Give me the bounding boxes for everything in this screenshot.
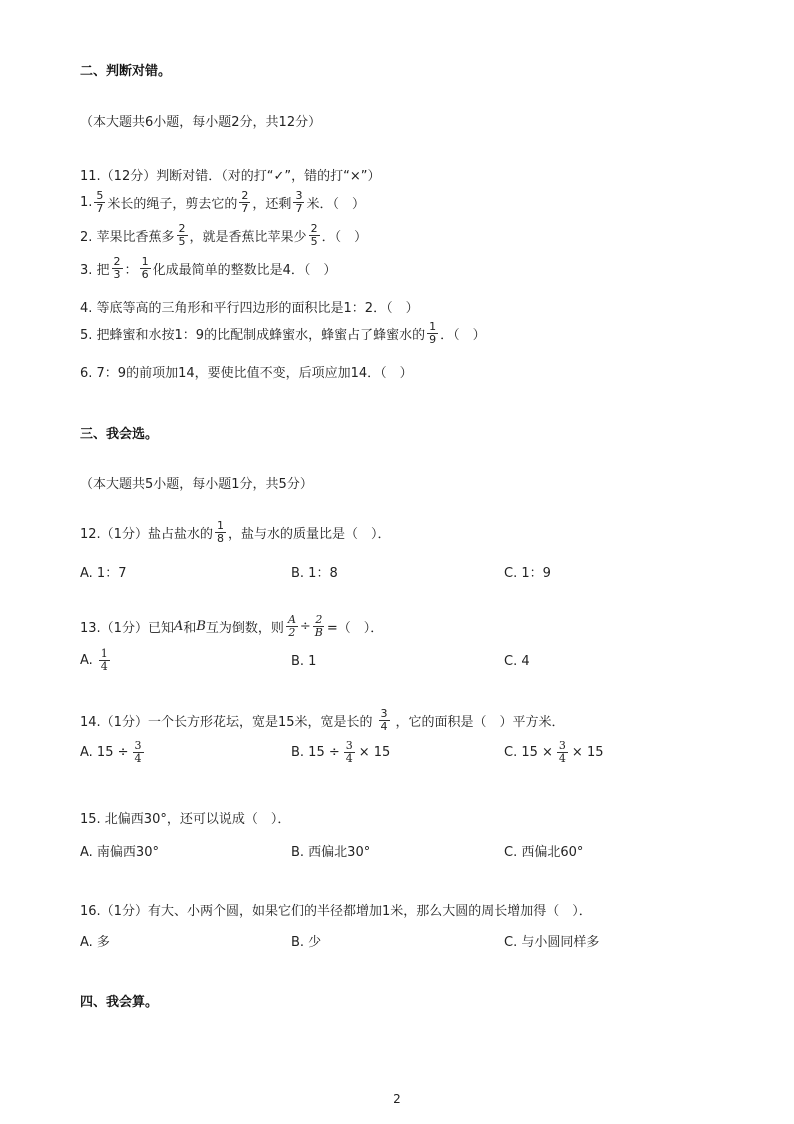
q15-option-c: C. 西偏北60° — [504, 845, 584, 860]
page-number: 2 — [393, 1092, 401, 1106]
section-title-calculate: 四、我会算。 — [80, 995, 159, 1010]
q14-option-a: A. 15 ÷ $\frac{3}{4}$ — [80, 739, 142, 765]
question-15: 15. 北偏西30°，还可以说成（ ）． — [80, 812, 291, 827]
q15-option-a: A. 南偏西30° — [80, 845, 159, 860]
q16-option-a: A. 多 — [80, 935, 110, 950]
q11-item-1: 1. $\frac{5}{7}$ 米长的绳子，剪去它的 $\frac{2}{7}$ ，还剩 $\frac{3}{7}$ 米．（ ） — [80, 189, 365, 215]
q11-item-6: 6. 7：9的前项加14，要使比值不变，后项应加14．（ ） — [80, 366, 413, 381]
q11-item-5: 5. 把蜂蜜和水按1：9的比配制成蜂蜜水，蜂蜜占了蜂蜜水的 $\frac{1}{9}$ ．（ ） — [80, 320, 486, 346]
q12-option-c: C. 1：9 — [504, 566, 551, 581]
q12-option-a: A. 1：7 — [80, 566, 127, 581]
question-13: 13.（1分）已知 A 和 B 互为倒数，则 $\frac{A}{2}$ ÷ $\frac{2}{B}$ =（ ）． — [80, 613, 384, 639]
section-title-choose: 三、我会选。 — [80, 427, 159, 442]
question-14: 14.（1分）一个长方形花坛，宽是15米，宽是长的 $\frac{3}{4}$ ，它的面积是（ ）平方米． — [80, 707, 565, 733]
section-note-judge: （本大题共6小题，每小题2分，共12分） — [80, 115, 322, 130]
q16-option-c: C. 与小圆同样多 — [504, 935, 600, 950]
q12-option-b: B. 1：8 — [291, 566, 338, 581]
question-12: 12.（1分）盐占盐水的 $\frac{1}{8}$ ，盐与水的质量比是（ ）． — [80, 519, 391, 545]
question-16: 16.（1分）有大、小两个圆，如果它们的半径都增加1米，那么大圆的周长增加得（ ）． — [80, 904, 592, 919]
q11-item-2: 2. 苹果比香蕉多 $\frac{2}{5}$ ，就是香蕉比苹果少 $\frac{2}{5}$ ．（ ） — [80, 222, 368, 248]
q11-item-4: 4. 等底等高的三角形和平行四边形的面积比是1：2．（ ） — [80, 301, 419, 316]
section-note-choose: （本大题共5小题，每小题1分，共5分） — [80, 477, 313, 492]
q13-option-a: A. $\frac{1}{4}$ — [80, 647, 108, 673]
question-11-head: 11.（12分）判断对错．（对的打“✓”，错的打“×”） — [80, 169, 381, 184]
q13-option-b: B. 1 — [291, 654, 317, 669]
q14-option-c: C. 15 × $\frac{3}{4}$ × 15 — [504, 739, 604, 765]
q11-item-3: 3. 把 $\frac{2}{3}$ ： $\frac{1}{6}$ 化成最简单的整数比是4．（ ） — [80, 255, 337, 281]
section-title-judge: 二、判断对错。 — [80, 64, 172, 79]
q16-option-b: B. 少 — [291, 935, 322, 950]
q15-option-b: B. 西偏北30° — [291, 845, 371, 860]
q13-option-c: C. 4 — [504, 654, 530, 669]
q14-option-b: B. 15 ÷ $\frac{3}{4}$ × 15 — [291, 739, 391, 765]
